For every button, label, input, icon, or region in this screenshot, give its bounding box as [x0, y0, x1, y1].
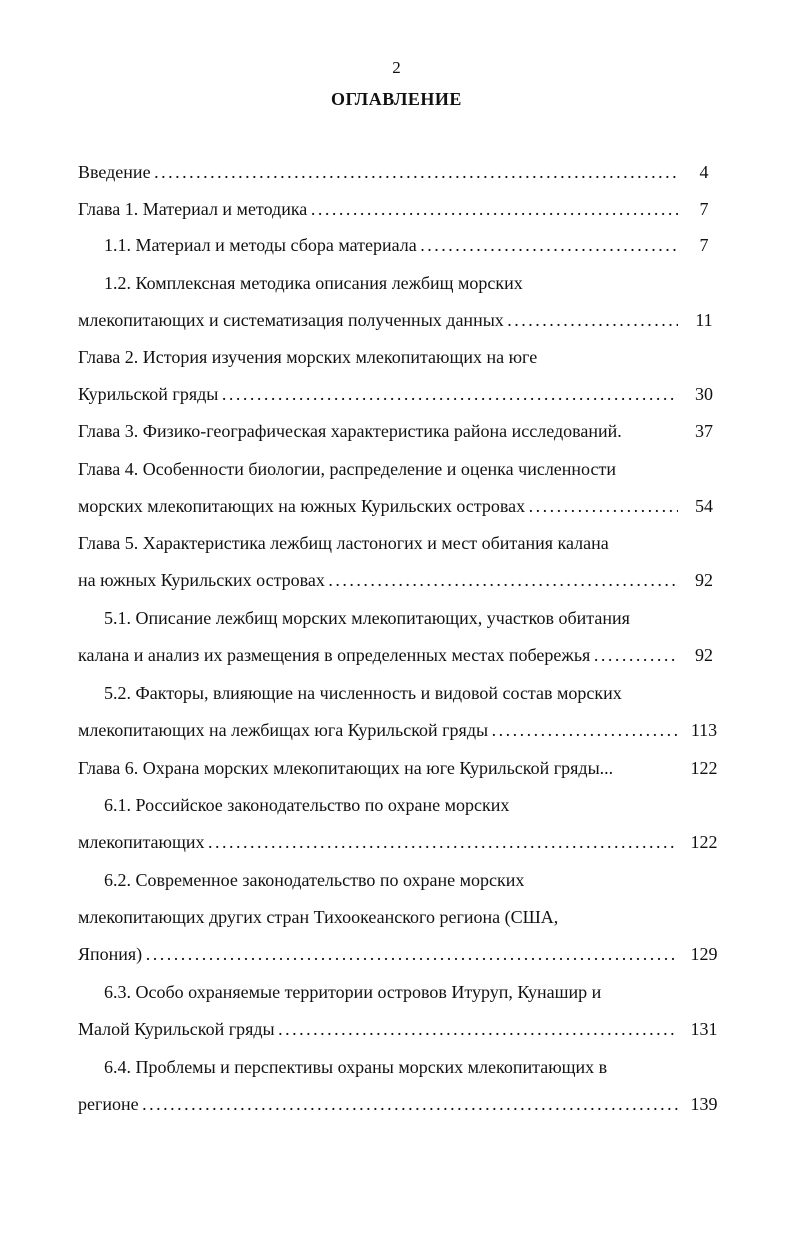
toc-entry-text: Глава 4. Особенности биологии, распределение и оценка численности [78, 459, 616, 479]
toc-entry-line [78, 419, 678, 443]
toc-page-number: 4 [699, 162, 709, 182]
toc-entry-line [104, 868, 678, 892]
toc-entry-text: Глава 2. История изучения морских млекопитающих на юге [78, 347, 538, 367]
toc-entry-text: Япония) . . . [78, 942, 678, 966]
toc-entry-text: Курильской гряды . . . [78, 382, 678, 406]
toc-entry-line [78, 1092, 678, 1116]
toc-entry-line [78, 830, 678, 854]
toc-entry-line [104, 793, 678, 817]
toc-entry-line [78, 494, 678, 518]
toc-entry-text: 6.1. Российское законодательство по охране морских [104, 795, 510, 815]
toc-entry-line [78, 1017, 678, 1041]
toc-page-number: 92 [695, 645, 713, 665]
toc-page-number: 122 [690, 758, 718, 778]
toc-entry-text: 1.1. Материал и методы сбора материала . . . [104, 233, 678, 257]
toc-entry-line [78, 382, 678, 406]
toc-entry-text: Введение . . . [78, 160, 678, 184]
toc-entry-text: регионе . . . [78, 1092, 678, 1116]
toc-entry-line [78, 905, 678, 929]
toc-entry-text: млекопитающих других стран Тихоокеанского региона (США, [78, 907, 559, 927]
toc-page-number: 131 [690, 1019, 718, 1039]
toc-entry-line [78, 531, 678, 555]
toc-page-number: 122 [690, 832, 718, 852]
toc-entry-text: млекопитающих на лежбищах юга Курильской гряды . . . [78, 718, 678, 742]
toc-entry-line [104, 606, 678, 630]
toc-page-number: 129 [690, 944, 718, 964]
toc-entry-text: 6.4. Проблемы и перспективы охраны морских млекопитающих в [104, 1057, 608, 1077]
toc-entry-text: 1.2. Комплексная методика описания лежбищ морских [104, 273, 523, 293]
toc-entry-line [78, 718, 678, 742]
toc-page-number: 30 [695, 384, 713, 404]
page-title: ОГЛАВЛЕНИЕ [331, 89, 462, 109]
toc-entry-text: млекопитающих и систематизация полученных данных . . . [78, 308, 678, 332]
toc-entry-line [78, 308, 678, 332]
toc-entry-line [78, 160, 678, 184]
toc-page-number: 7 [699, 199, 709, 219]
toc-entry-text: 6.2. Современное законодательство по охране морских [104, 870, 525, 890]
toc-page-number: 37 [695, 421, 713, 441]
toc-entry-line [104, 233, 678, 257]
toc-entry-text: млекопитающих . . . [78, 830, 678, 854]
toc-page-number: 113 [690, 720, 718, 740]
toc-entry-text: Глава 3. Физико-географическая характеристика района исследований. [78, 421, 622, 441]
toc-entry-text: Малой Курильской гряды . . . [78, 1017, 678, 1041]
toc-entry-text: Глава 6. Охрана морских млекопитающих на юге Курильской гряды... [78, 758, 614, 778]
toc-entry-line [78, 197, 678, 221]
toc-page-number: 11 [695, 310, 713, 330]
toc-entry-text: Глава 1. Материал и методика . . . [78, 197, 678, 221]
toc-entry-line [104, 980, 678, 1004]
toc-entry-line [78, 756, 678, 780]
toc-entry-text: 6.3. Особо охраняемые территории островов Итуруп, Кунашир и [104, 982, 602, 1002]
toc-page-number: 54 [695, 496, 713, 516]
toc-entry-line [78, 457, 678, 481]
toc-entry-line [78, 345, 678, 369]
toc-entry-line [104, 1055, 678, 1079]
page-number: 2 [392, 58, 401, 77]
toc-page-number: 7 [699, 235, 709, 255]
toc-entry-text: 5.1. Описание лежбищ морских млекопитающих, участков обитания [104, 608, 630, 628]
toc-entry-text: 5.2. Факторы, влияющие на численность и видовой состав морских [104, 683, 622, 703]
toc-entry-text: морских млекопитающих на южных Курильских островах . . . [78, 494, 678, 518]
toc-page-number: 139 [690, 1094, 718, 1114]
toc-entry-text: на южных Курильских островах . . . [78, 568, 678, 592]
toc-entry-line [104, 271, 678, 295]
toc-entry-text: калана и анализ их размещения в определенных местах побережья . . . [78, 643, 678, 667]
toc-entry-line [78, 942, 678, 966]
toc-entry-text: Глава 5. Характеристика лежбищ ластоногих и мест обитания калана [78, 533, 609, 553]
toc-entry-line [78, 568, 678, 592]
toc-entry-line [78, 643, 678, 667]
toc-entry-line [104, 681, 678, 705]
toc-page-number: 92 [695, 570, 713, 590]
